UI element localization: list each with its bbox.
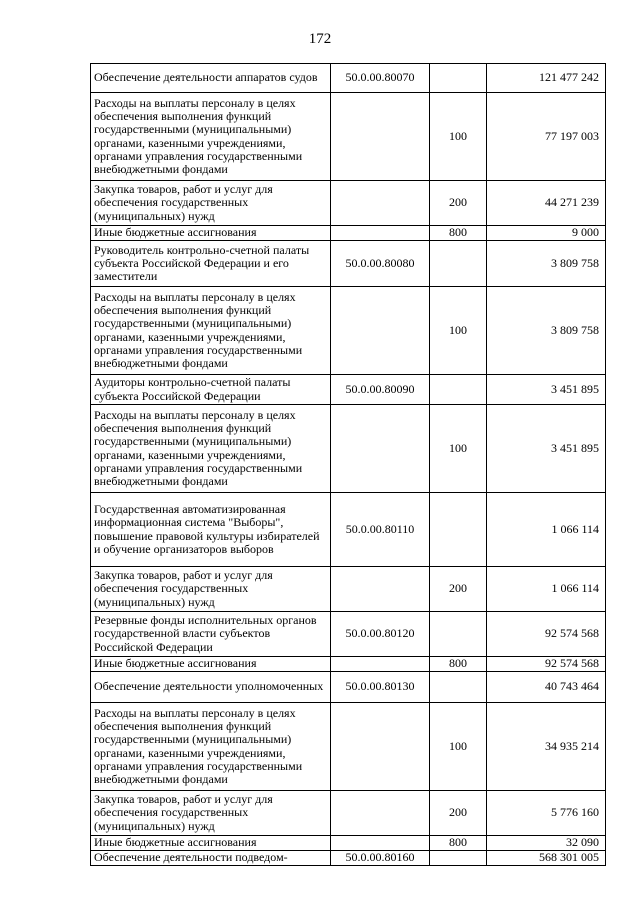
row-amount: 121 477 242 xyxy=(487,64,606,93)
row-name: Иные бюджетные ассигнования xyxy=(91,657,331,672)
row-name: Резервные фонды исполнительных органов государственной власти субъектов Российской Федерации xyxy=(91,612,331,657)
row-name: Обеспечение деятельности подведом- xyxy=(91,851,331,866)
row-expense-type: 200 xyxy=(430,181,487,226)
row-name: Иные бюджетные ассигнования xyxy=(91,226,331,241)
row-code: 50.0.00.80070 xyxy=(331,64,430,93)
table-row xyxy=(91,672,606,703)
row-expense-type xyxy=(430,493,487,567)
table-row xyxy=(91,405,606,493)
table-row xyxy=(91,612,606,657)
row-amount: 1 066 114 xyxy=(487,493,606,567)
row-code: 50.0.00.80160 xyxy=(331,851,430,866)
row-amount: 5 776 160 xyxy=(487,791,606,836)
row-name: Расходы на выплаты персоналу в целях обеспечения выполнения функций государственными (муниципальными) органами, казенными учреждениями, органами управления государственными внебюджетными фондами xyxy=(91,93,331,181)
table-row xyxy=(91,851,606,866)
row-amount: 92 574 568 xyxy=(487,612,606,657)
row-expense-type xyxy=(430,241,487,287)
table-row xyxy=(91,93,606,181)
row-amount: 1 066 114 xyxy=(487,567,606,612)
table-row xyxy=(91,567,606,612)
row-code: 50.0.00.80130 xyxy=(331,672,430,703)
row-amount: 32 090 xyxy=(487,836,606,851)
table-row xyxy=(91,64,606,93)
row-expense-type: 100 xyxy=(430,93,487,181)
row-amount: 3 451 895 xyxy=(487,405,606,493)
row-expense-type xyxy=(430,612,487,657)
row-amount: 34 935 214 xyxy=(487,703,606,791)
row-code xyxy=(331,791,430,836)
row-code xyxy=(331,226,430,241)
row-name: Расходы на выплаты персоналу в целях обеспечения выполнения функций государственными (муниципальными) органами, казенными учреждениями, органами управления государственными внебюджетными фондами xyxy=(91,405,331,493)
row-amount: 3 451 895 xyxy=(487,375,606,405)
row-code xyxy=(331,287,430,375)
row-name: Расходы на выплаты персоналу в целях обеспечения выполнения функций государственными (муниципальными) органами, казенными учреждениями, органами управления государственными внебюджетными фондами xyxy=(91,287,331,375)
row-amount: 77 197 003 xyxy=(487,93,606,181)
row-code xyxy=(331,405,430,493)
row-expense-type xyxy=(430,375,487,405)
row-name: Обеспечение деятельности уполномоченных xyxy=(91,672,331,703)
row-code xyxy=(331,567,430,612)
row-name: Закупка товаров, работ и услуг для обеспечения государственных (муниципальных) нужд xyxy=(91,791,331,836)
budget-table xyxy=(90,63,606,866)
row-amount: 40 743 464 xyxy=(487,672,606,703)
row-expense-type: 200 xyxy=(430,567,487,612)
row-expense-type: 100 xyxy=(430,703,487,791)
row-name: Закупка товаров, работ и услуг для обеспечения государственных (муниципальных) нужд xyxy=(91,567,331,612)
table-row xyxy=(91,836,606,851)
row-code: 50.0.00.80090 xyxy=(331,375,430,405)
row-expense-type: 800 xyxy=(430,226,487,241)
row-expense-type: 100 xyxy=(430,405,487,493)
row-name: Закупка товаров, работ и услуг для обеспечения государственных (муниципальных) нужд xyxy=(91,181,331,226)
row-code: 50.0.00.80080 xyxy=(331,241,430,287)
row-name: Иные бюджетные ассигнования xyxy=(91,836,331,851)
row-code xyxy=(331,93,430,181)
row-expense-type xyxy=(430,64,487,93)
row-amount: 44 271 239 xyxy=(487,181,606,226)
row-code: 50.0.00.80120 xyxy=(331,612,430,657)
table-row xyxy=(91,493,606,567)
row-expense-type: 100 xyxy=(430,287,487,375)
table-row xyxy=(91,375,606,405)
row-expense-type: 800 xyxy=(430,836,487,851)
table-row xyxy=(91,791,606,836)
row-code xyxy=(331,181,430,226)
row-name: Обеспечение деятельности аппаратов судов xyxy=(91,64,331,93)
table-row xyxy=(91,287,606,375)
row-expense-type: 800 xyxy=(430,657,487,672)
row-expense-type xyxy=(430,851,487,866)
row-name: Аудиторы контрольно-счетной палаты субъекта Российской Федерации xyxy=(91,375,331,405)
table-row xyxy=(91,703,606,791)
table-row xyxy=(91,241,606,287)
table-row xyxy=(91,226,606,241)
table-row xyxy=(91,181,606,226)
row-amount: 3 809 758 xyxy=(487,287,606,375)
row-name: Государственная автоматизированная информационная система "Выборы", повышение правовой культуры избирателей и обучение организаторов выборов xyxy=(91,493,331,567)
row-amount: 3 809 758 xyxy=(487,241,606,287)
row-code xyxy=(331,703,430,791)
row-expense-type: 200 xyxy=(430,791,487,836)
row-code: 50.0.00.80110 xyxy=(331,493,430,567)
row-amount: 9 000 xyxy=(487,226,606,241)
page-number: 172 xyxy=(308,31,332,47)
row-name: Расходы на выплаты персоналу в целях обеспечения выполнения функций государственными (муниципальными) органами, казенными учреждениями, органами управления государственными внебюджетными фондами xyxy=(91,703,331,791)
row-name: Руководитель контрольно-счетной палаты субъекта Российской Федерации и его заместители xyxy=(91,241,331,287)
table-row xyxy=(91,657,606,672)
row-expense-type xyxy=(430,672,487,703)
row-amount: 568 301 005 xyxy=(487,851,606,866)
row-code xyxy=(331,657,430,672)
row-amount: 92 574 568 xyxy=(487,657,606,672)
row-code xyxy=(331,836,430,851)
